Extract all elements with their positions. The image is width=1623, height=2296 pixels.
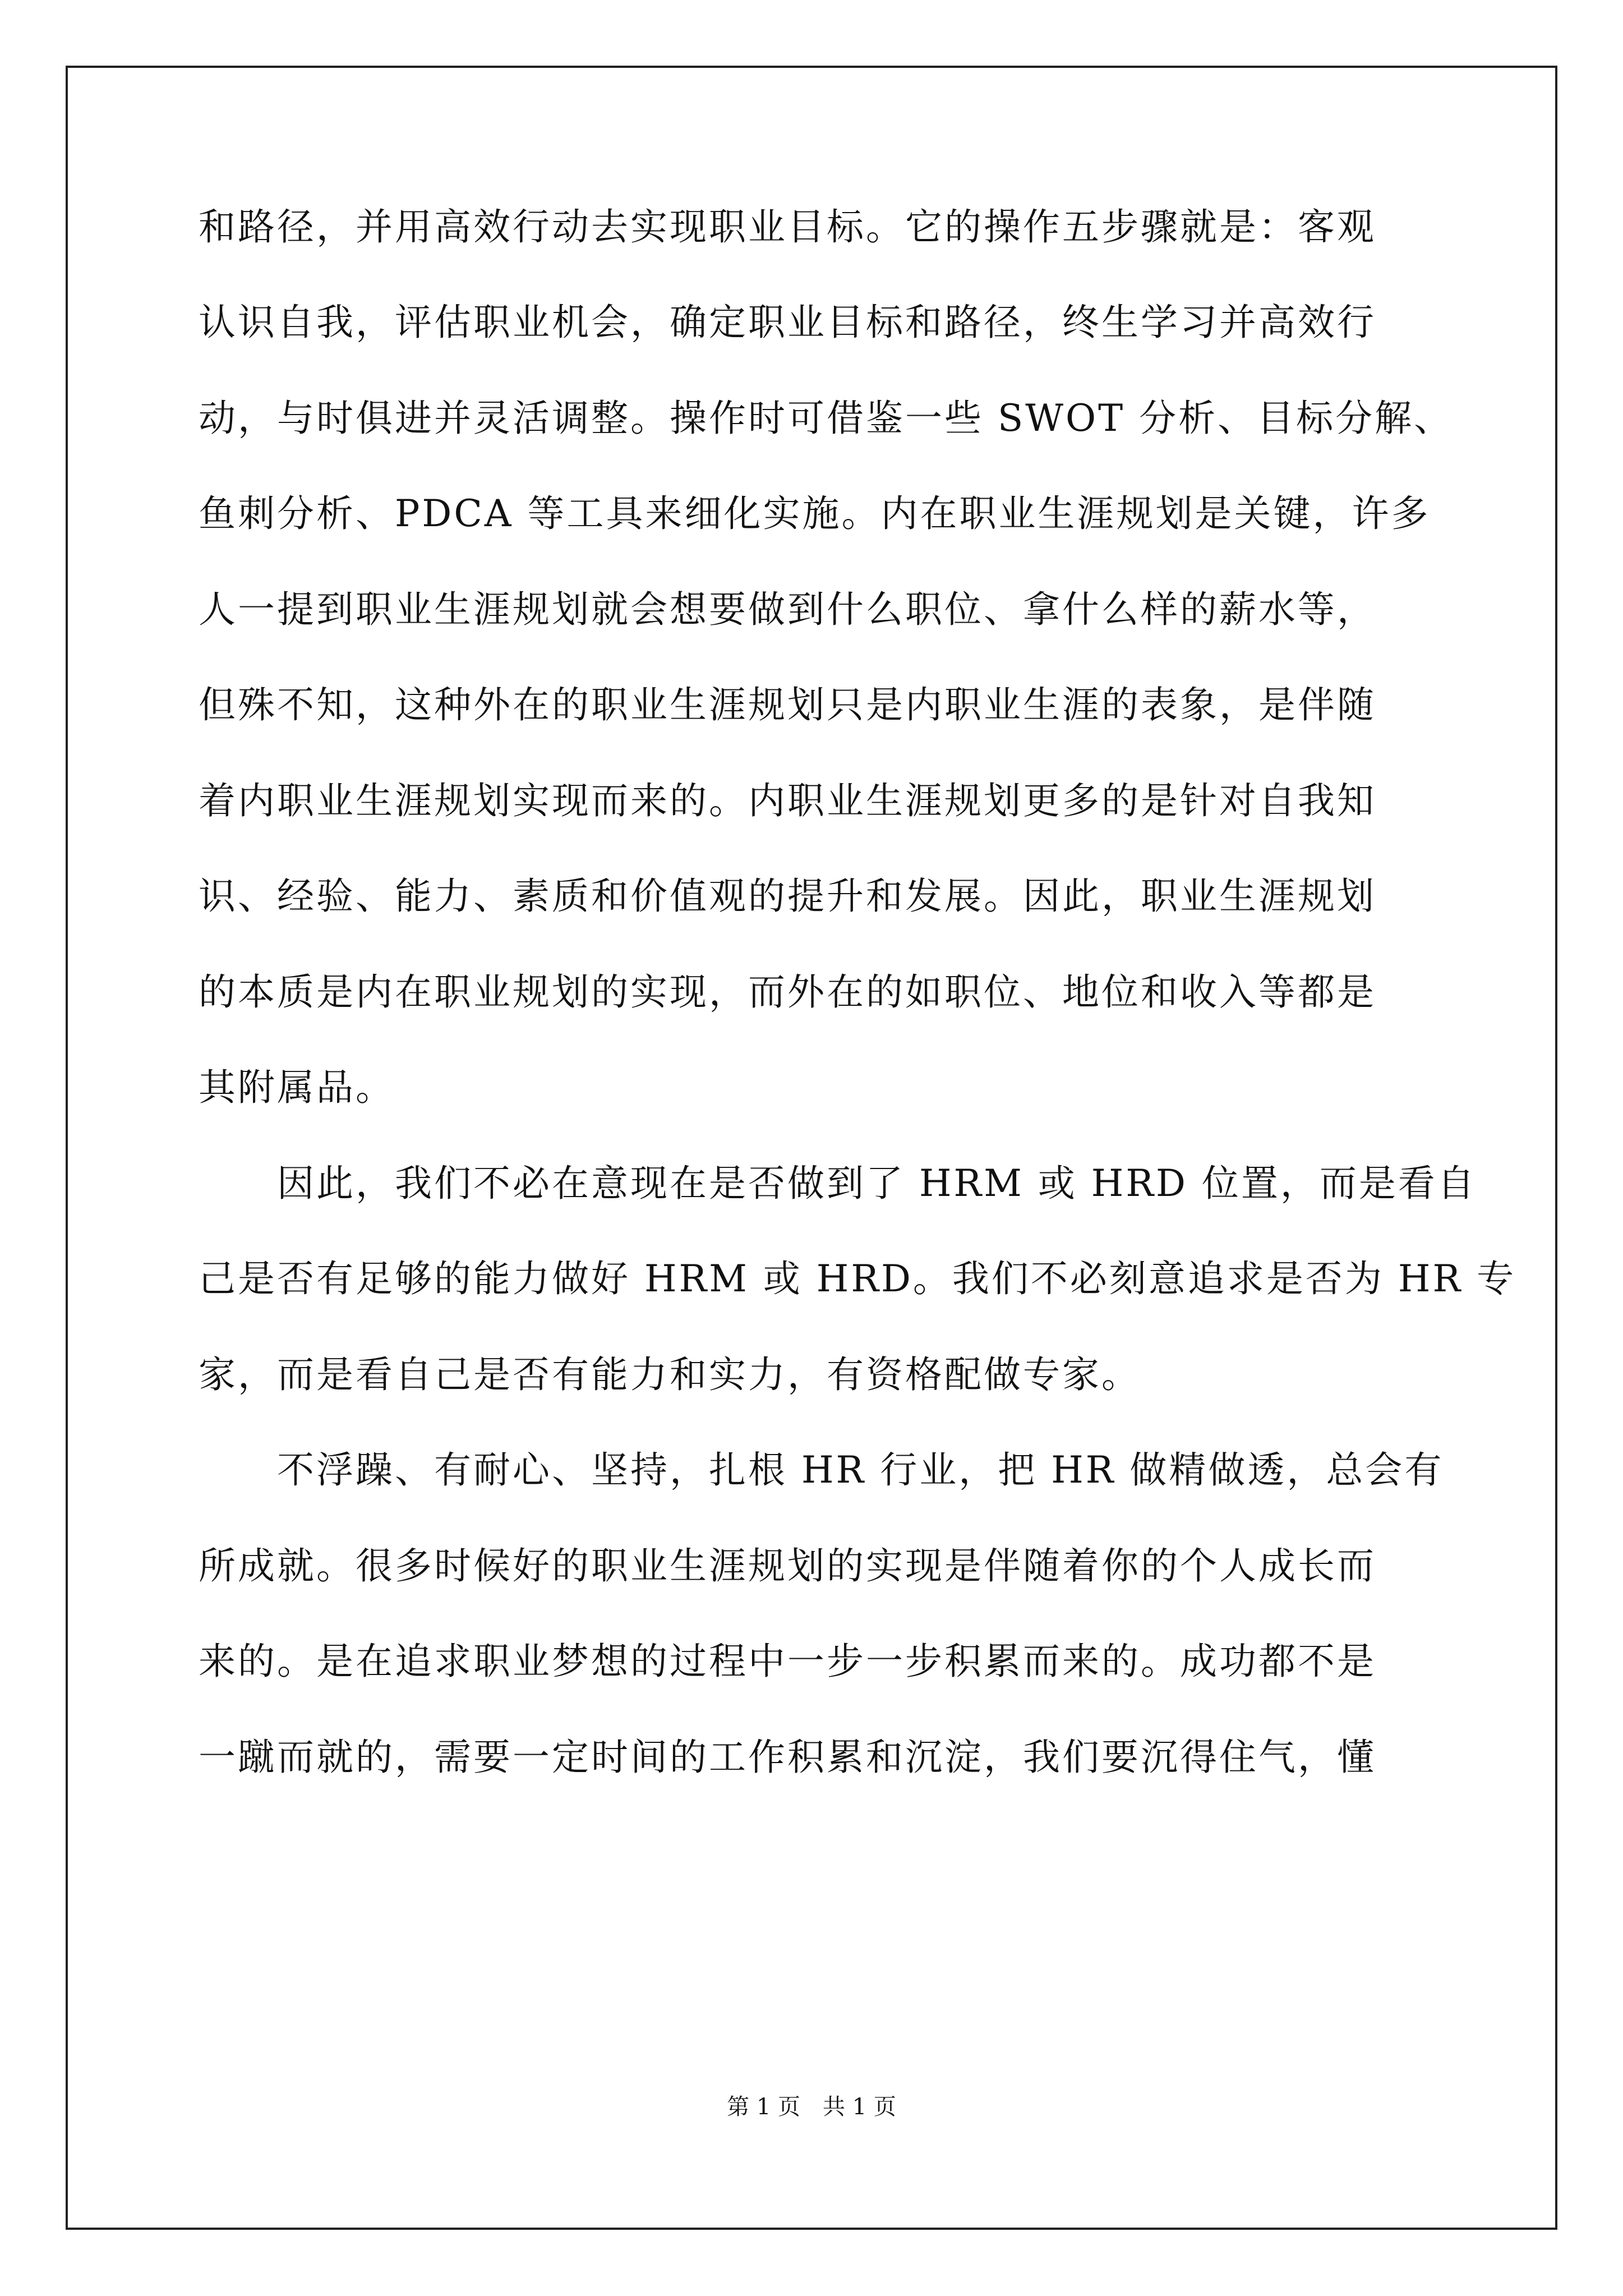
text-line: 己是否有足够的能力做好 HRM 或 HRD。我们不必刻意追求是否为 HR 专 [199, 1257, 1516, 1300]
text-line: 着内职业生涯规划实现而来的。内职业生涯规划更多的是针对自我知 [199, 779, 1376, 822]
text-line: 但殊不知，这种外在的职业生涯规划只是内职业生涯的表象，是伴随 [199, 683, 1376, 726]
text-line: 所成就。很多时候好的职业生涯规划的实现是伴随着你的个人成长而 [199, 1544, 1376, 1588]
text-line: 其附属品。 [199, 1066, 395, 1109]
text-line: 鱼刺分析、PDCA 等工具来细化实施。内在职业生涯规划是关键，许多 [199, 492, 1431, 535]
text-line: 一蹴而就的，需要一定时间的工作积累和沉淀，我们要沉得住气，懂 [199, 1736, 1376, 1779]
text-line: 和路径，并用高效行动去实现职业目标。它的操作五步骤就是：客观 [199, 205, 1376, 249]
text-line: 识、经验、能力、素质和价值观的提升和发展。因此，职业生涯规划 [199, 875, 1376, 918]
text-line: 人一提到职业生涯规划就会想要做到什么职位、拿什么样的薪水等， [199, 588, 1376, 631]
page-footer: 第 1 页 共 1 页 [727, 2094, 896, 2120]
text-line: 认识自我，评估职业机会，确定职业目标和路径，终生学习并高效行 [199, 301, 1376, 344]
text-line: 因此，我们不必在意现在是否做到了 HRM 或 HRD 位置，而是看自 [199, 1162, 1477, 1205]
text-line: 家，而是看自己是否有能力和实力，有资格配做专家。 [199, 1353, 1141, 1396]
page-frame [66, 66, 1557, 2230]
text-line: 来的。是在追求职业梦想的过程中一步一步积累而来的。成功都不是 [199, 1640, 1376, 1683]
text-line: 动，与时俱进并灵活调整。操作时可借鉴一些 SWOT 分析、目标分解、 [199, 397, 1454, 440]
text-line: 不浮躁、有耐心、坚持，扎根 HR 行业，把 HR 做精做透，总会有 [199, 1448, 1444, 1492]
text-line: 的本质是内在职业规划的实现，而外在的如职位、地位和收入等都是 [199, 970, 1376, 1014]
